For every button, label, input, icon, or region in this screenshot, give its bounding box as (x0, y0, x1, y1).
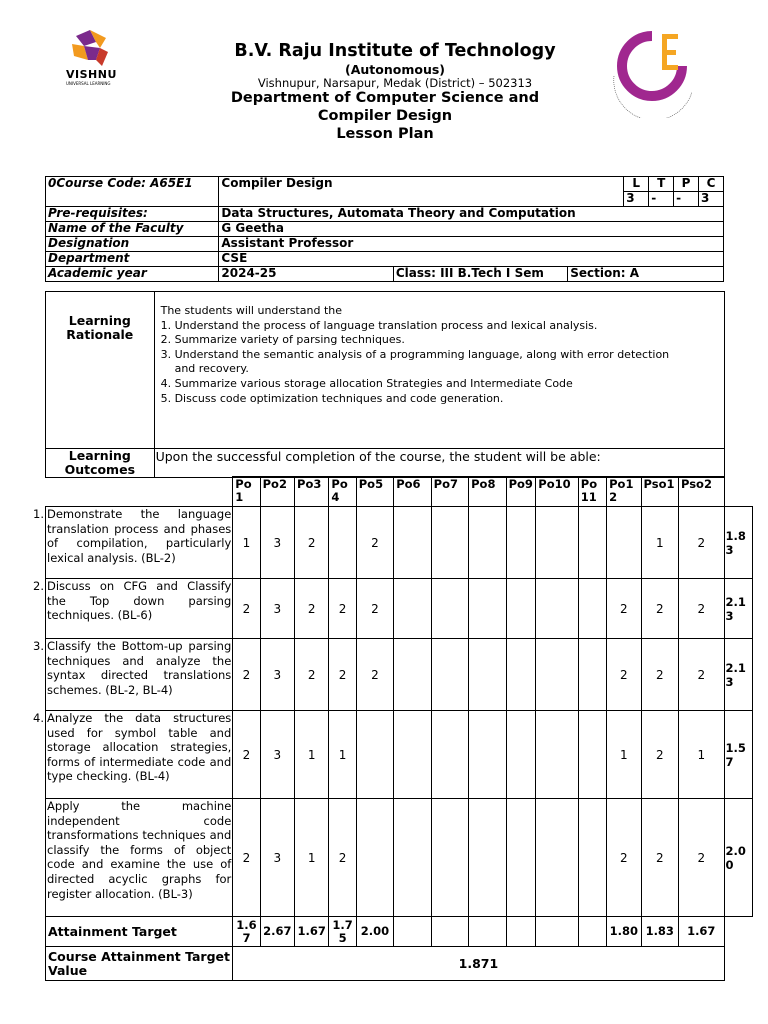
co-number: 4. (33, 711, 44, 725)
po-header-cell: Po3 (295, 477, 329, 507)
po-header-cell: Pso1 (641, 477, 678, 507)
po-header-cell: Po10 (536, 477, 579, 507)
co-description-cell (46, 799, 233, 917)
po-value-cell (536, 579, 579, 639)
po-value-cell: 1 (233, 507, 260, 579)
rationale-item: 3. Understand the semantic analysis of a programming language, along with error detection (160, 347, 670, 361)
po-value-cell (356, 711, 393, 799)
ltpc-value-c: 3 (699, 192, 724, 207)
co-description: Analyze the data structures used for symbol table and storage allocation strategies, forms of intermediate code and type checking. (BL-4) (47, 711, 232, 784)
po-value-cell (469, 579, 506, 639)
ltpc-value-p: - (674, 192, 699, 207)
po-value-cell (536, 711, 579, 799)
po-value-cell (536, 639, 579, 711)
po-value-cell (506, 799, 536, 917)
attainment-value (506, 917, 536, 947)
po-value-cell: 3 (260, 507, 294, 579)
co-average: 2.0 0 (724, 799, 752, 917)
ltpc-header-c: C (699, 177, 724, 192)
co-row (46, 507, 753, 579)
ltpc-header-t: T (649, 177, 674, 192)
po-header-cell: Po6 (394, 477, 431, 507)
po-header-cell: Po2 (260, 477, 294, 507)
rationale-intro: The students will understand the (160, 304, 342, 317)
po-value-cell: 2 (641, 799, 678, 917)
po-value-cell (469, 799, 506, 917)
attainment-value (536, 917, 579, 947)
outcomes-statement: Upon the successful completion of the course, the student will be able: (154, 449, 724, 478)
po-value-cell: 2 (233, 799, 260, 917)
po-value-cell: 2 (295, 639, 329, 711)
co-row (46, 639, 753, 711)
attainment-value: 1.80 (607, 917, 641, 947)
designation-value: Assistant Professor (219, 237, 724, 252)
attainment-value (469, 917, 506, 947)
po-header-cell: Po8 (469, 477, 506, 507)
po-value-cell (506, 507, 536, 579)
prereq-label: Pre-requisites: (46, 207, 219, 222)
po-value-cell: 1 (295, 711, 329, 799)
course-title: Compiler Design (317, 108, 453, 124)
po-value-cell: 2 (329, 799, 356, 917)
attainment-value (578, 917, 606, 947)
cse-logo (606, 26, 698, 118)
po-value-cell (394, 639, 431, 711)
attainment-value: 1.83 (641, 917, 678, 947)
po-value-cell: 2 (678, 507, 724, 579)
ltpc-value-l: 3 (624, 192, 649, 207)
po-header-cell: Po5 (356, 477, 393, 507)
faculty-label: Name of the Faculty (46, 222, 219, 237)
co-average: 1.5 7 (724, 711, 752, 799)
academic-year-value: 2024-25 (219, 267, 393, 282)
rationale-text (154, 292, 724, 449)
po-value-cell: 3 (260, 711, 294, 799)
ltpc-value-t: - (649, 192, 674, 207)
vishnu-logo-text: VISHNU (66, 68, 117, 81)
vishnu-logo-subtext: UNIVERSAL LEARNING (66, 81, 111, 86)
po-value-cell: 2 (329, 579, 356, 639)
po-value-cell: 3 (260, 799, 294, 917)
department-label: Department (46, 252, 219, 267)
rationale-item: 1. Understand the process of language translation process and lexical analysis. (160, 318, 598, 332)
po-value-cell: 1 (678, 711, 724, 799)
prereq-value: Data Structures, Automata Theory and Computation (219, 207, 724, 222)
po-value-cell (356, 799, 393, 917)
po-value-cell: 2 (295, 579, 329, 639)
po-value-cell: 2 (295, 507, 329, 579)
po-value-cell (536, 507, 579, 579)
co-average: 1.8 3 (724, 507, 752, 579)
vishnu-logo-icon (62, 30, 122, 70)
po-value-cell (578, 711, 606, 799)
po-value-cell (394, 507, 431, 579)
co-average: 2.1 3 (724, 639, 752, 711)
po-header-cell: Po7 (431, 477, 468, 507)
attainment-value (431, 917, 468, 947)
po-header-cell: Po9 (506, 477, 536, 507)
attainment-target-label: Attainment Target (46, 917, 233, 947)
po-value-cell: 2 (233, 639, 260, 711)
po-value-cell: 2 (678, 579, 724, 639)
po-value-cell: 2 (233, 711, 260, 799)
po-value-cell (394, 579, 431, 639)
co-description-cell (33, 507, 233, 579)
po-value-cell (329, 507, 356, 579)
co-row (46, 579, 753, 639)
po-header-cell: Pso2 (678, 477, 724, 507)
po-value-cell: 3 (260, 579, 294, 639)
ltpc-header-l: L (624, 177, 649, 192)
course-name: Compiler Design (219, 177, 624, 207)
po-value-cell (506, 711, 536, 799)
attainment-value: 1.6 7 (233, 917, 260, 947)
institute-name: B.V. Raju Institute of Technology (234, 41, 556, 61)
co-description-cell (33, 579, 233, 639)
po-value-cell (506, 639, 536, 711)
outcomes-heading: Learning Outcomes (46, 449, 155, 478)
rationale-item: 4. Summarize various storage allocation Strategies and Intermediate Code (160, 376, 573, 390)
course-target-label: Course Attainment Target Value (46, 947, 233, 981)
po-value-cell: 2 (678, 799, 724, 917)
po-value-cell: 2 (356, 507, 393, 579)
po-header-cell: Po 11 (578, 477, 606, 507)
po-value-cell: 2 (641, 579, 678, 639)
course-info-table (45, 176, 724, 282)
po-value-cell (536, 799, 579, 917)
po-value-cell (431, 579, 468, 639)
co-description: Apply the machine independent code transformations techniques and classify the forms of object code and examine the use of directed acyclic graphs for register allocation. (BL-3) (47, 799, 232, 901)
po-value-cell (469, 507, 506, 579)
rationale-item: 5. Discuss code optimization techniques and code generation. (160, 391, 504, 405)
po-value-cell (578, 639, 606, 711)
po-value-cell: 2 (641, 711, 678, 799)
po-value-cell: 2 (356, 579, 393, 639)
designation-label: Designation (46, 237, 219, 252)
autonomous-label: (Autonomous) (345, 62, 445, 77)
attainment-value: 1.67 (678, 917, 724, 947)
po-header-blank (46, 477, 233, 507)
department-title: Department of Computer Science and (230, 90, 540, 106)
po-value-cell (394, 799, 431, 917)
po-value-cell: 2 (607, 639, 641, 711)
po-value-cell (469, 711, 506, 799)
co-description-cell (33, 711, 233, 799)
vishnu-logo (62, 30, 122, 90)
po-value-cell (506, 579, 536, 639)
po-header-cell: Po 4 (329, 477, 356, 507)
po-value-cell (431, 799, 468, 917)
learning-table (45, 291, 725, 478)
po-value-cell: 2 (641, 639, 678, 711)
attainment-blank (724, 917, 752, 947)
co-row (46, 799, 753, 917)
co-description: Discuss on CFG and Classify the Top down parsing techniques. (BL-6) (47, 579, 232, 623)
attainment-value: 1.7 5 (329, 917, 356, 947)
co-description: Demonstrate the language translation process and phases of compilation, particularly lexical analysis. (BL-2) (47, 507, 232, 565)
po-value-cell (469, 639, 506, 711)
po-value-cell: 2 (678, 639, 724, 711)
attainment-value (394, 917, 431, 947)
rationale-item: and recovery. (174, 362, 249, 376)
ltpc-header-p: P (674, 177, 699, 192)
course-code-label: 0Course Code: A65E1 (46, 177, 219, 207)
co-po-table (33, 476, 753, 981)
po-value-cell: 2 (356, 639, 393, 711)
co-number: 2. (33, 579, 44, 593)
po-value-cell (578, 579, 606, 639)
doc-title: Lesson Plan (336, 126, 434, 142)
faculty-value: G Geetha (219, 222, 724, 237)
department-value: CSE (219, 252, 724, 267)
po-value-cell: 2 (329, 639, 356, 711)
co-average: 2.1 3 (724, 579, 752, 639)
course-target-value: 1.871 (233, 947, 724, 981)
po-value-cell: 2 (233, 579, 260, 639)
academic-year-label: Academic year (46, 267, 219, 282)
co-description-cell (33, 639, 233, 711)
course-target-blank (724, 947, 752, 981)
po-value-cell: 1 (607, 711, 641, 799)
po-value-cell: 1 (295, 799, 329, 917)
rationale-heading: Learning Rationale (46, 292, 155, 449)
section-value: Section: A (568, 267, 724, 282)
co-number: 1. (33, 507, 44, 521)
po-value-cell (578, 507, 606, 579)
attainment-value: 2.67 (260, 917, 294, 947)
rationale-item: 2. Summarize variety of parsing techniques. (160, 333, 405, 347)
po-value-cell: 1 (641, 507, 678, 579)
po-value-cell: 1 (329, 711, 356, 799)
po-header-cell: Po 1 (233, 477, 260, 507)
po-value-cell (431, 639, 468, 711)
po-value-cell: 3 (260, 639, 294, 711)
co-row (46, 711, 753, 799)
po-value-cell (394, 711, 431, 799)
co-number: 3. (33, 639, 44, 653)
attainment-value: 1.67 (295, 917, 329, 947)
cse-logo-icon (606, 26, 698, 118)
po-value-cell (431, 711, 468, 799)
avg-header-blank (724, 477, 752, 507)
address: Vishnupur, Narsapur, Medak (District) – 502313 (257, 76, 533, 90)
class-value: Class: III B.Tech I Sem (393, 267, 567, 282)
po-value-cell: 2 (607, 799, 641, 917)
po-header-cell: Po1 2 (607, 477, 641, 507)
co-description: Classify the Bottom-up parsing techniques and analyze the syntax directed translations schemes. (BL-2, BL-4) (47, 639, 232, 697)
po-value-cell (607, 507, 641, 579)
po-value-cell (431, 507, 468, 579)
po-value-cell: 2 (607, 579, 641, 639)
po-value-cell (578, 799, 606, 917)
attainment-value: 2.00 (356, 917, 393, 947)
